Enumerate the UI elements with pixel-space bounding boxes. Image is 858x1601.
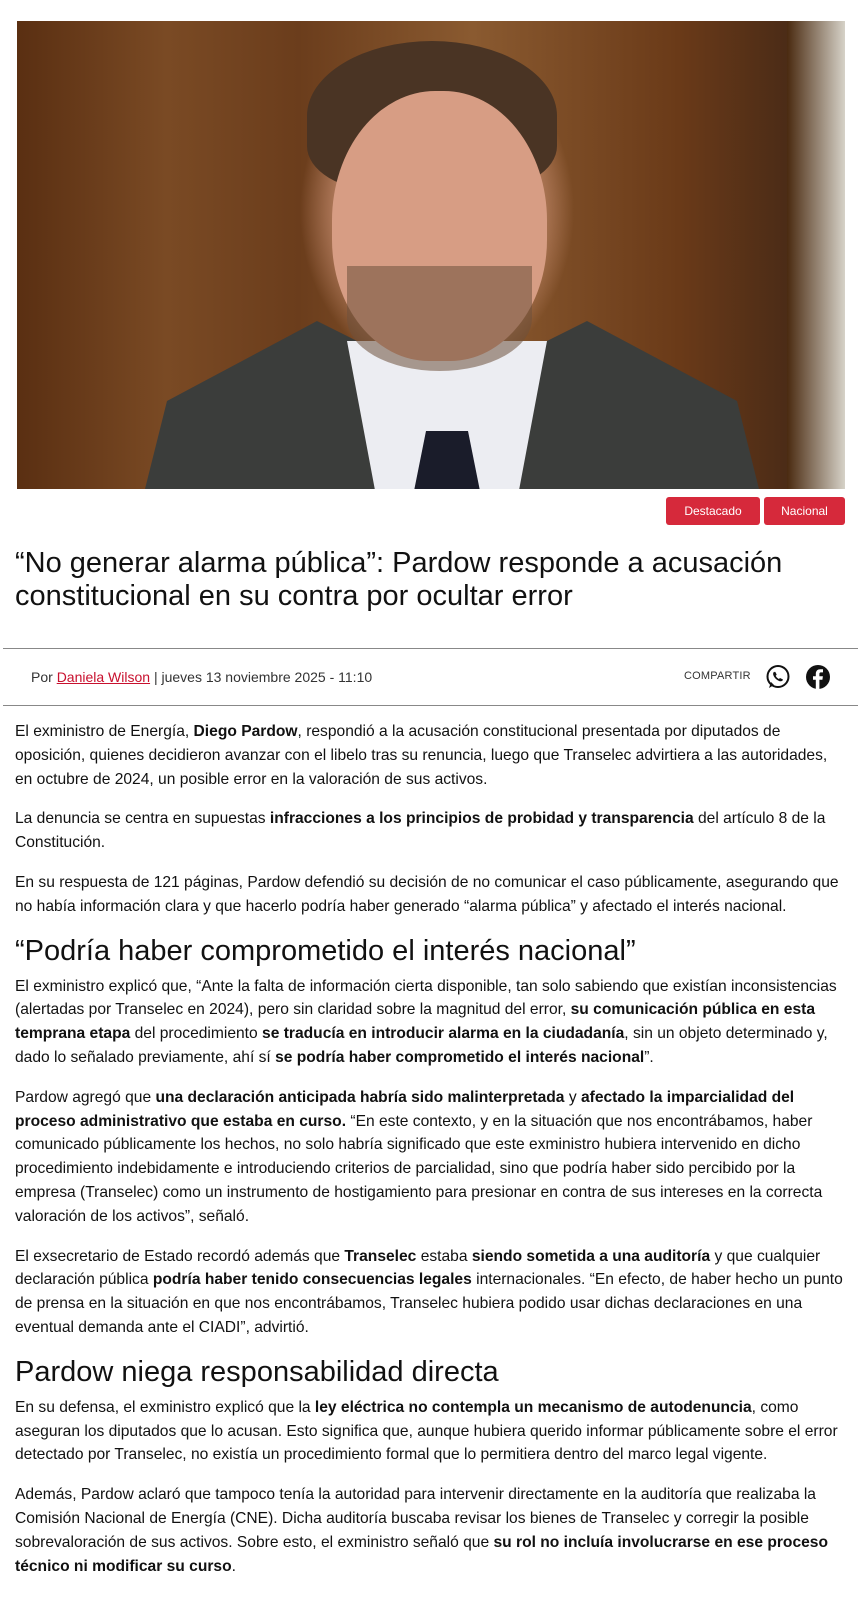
facebook-icon[interactable] (805, 664, 831, 690)
hero-photo (17, 21, 845, 489)
tag-destacado[interactable]: Destacado (666, 497, 760, 525)
paragraph-2: La denuncia se centra en supuestas infracciones a los principios de probidad y transparencia del artículo 8 de la Constitución. (15, 810, 826, 852)
subheading-responsabilidad: Pardow niega responsabilidad directa (15, 1355, 499, 1388)
tag-list (666, 497, 845, 525)
paragraph-4: El exministro explicó que, “Ante la falta de información cierta disponible, tan solo sabiendo que existían inconsistencias (alertadas por Transelec en 2024), pero sin claridad sobre la magnitud del error, su comunicación pública en esta temprana etapa del procedimiento se traducía en introducir alarma en la ciudadanía, sin un objeto determinado y, dado lo señalado previamente, ahí sí se podría haber comprometido el interés nacional”. (15, 977, 837, 1066)
photo-background-edge (787, 21, 845, 489)
paragraph-6: El exsecretario de Estado recordó además que Transelec estaba siendo sometida a una auditoría y que cualquier declaración pública podría haber tenido consecuencias legales internacionales. “En efecto, de haber hecho un punto de prensa en la situación en que nos encontrábamos, Transelec hubiera podido usar dichas declaraciones en una eventual demanda ante el CIADI”, advirtió. (15, 1247, 843, 1336)
article-body (15, 720, 845, 1594)
photo-beard (347, 266, 532, 371)
publish-date: | jueves 13 noviembre 2025 - 11:10 (150, 669, 373, 685)
byline-prefix: Por (31, 669, 57, 685)
article-headline: “No generar alarma pública”: Pardow responde a acusación constitucional en su contra por ocultar error (15, 547, 783, 612)
paragraph-8: Además, Pardow aclaró que tampoco tenía la autoridad para intervenir directamente en la auditoría que realizaba la Comisión Nacional de Energía (CNE). Dicha auditoría buscaba revisar los bienes de Transelec y corregir la posible sobrevaloración de sus activos. Sobre esto, el exministro señaló que su rol no incluía involucrarse en ese proceso técnico ni modificar su curso. (15, 1486, 828, 1575)
byline (31, 669, 372, 685)
subheading-interes-nacional: “Podría haber comprometido el interés nacional” (15, 934, 636, 967)
tag-nacional[interactable]: Nacional (764, 497, 845, 525)
author-link[interactable]: Daniela Wilson (56, 669, 151, 685)
paragraph-3: En su respuesta de 121 páginas, Pardow defendió su decisión de no comunicar el caso públicamente, asegurando que no había información clara y que hacerlo podría haber generado “alarma pública” y afectado el interés nacional. (15, 873, 839, 915)
paragraph-5: Pardow agregó que una declaración anticipada habría sido malinterpretada y afectado la imparcialidad del proceso administrativo que estaba en curso. “En este contexto, y en la situación que nos encontrábamos, haber comunicado públicamente los hechos, no solo habría significado que este exministro hubiera intervenido en dicho procedimiento indebidamente e introduciendo criterios de parcialidad, sino que podría haber sido percibido por la empresa (Transelec) como un instrumento de hostigamiento para presionar en contra de sus intereses en la correcta valoración de los activos”, señaló. (15, 1088, 823, 1225)
share-label: COMPARTIR (684, 670, 751, 682)
paragraph-1: El exministro de Energía, Diego Pardow, respondió a la acusación constitucional presentada por diputados de oposición, quienes decidieron avanzar con el libelo tras su renuncia, luego que Transelec advirtiera a las autoridades, en octubre de 2024, un posible error en la valoración de sus activos. (15, 723, 828, 788)
article-meta-bar (3, 648, 858, 706)
paragraph-7: En su defensa, el exministro explicó que la ley eléctrica no contempla un mecanismo de autodenuncia, como aseguran los diputados que lo acusan. Esto significa que, aunque hubiera querido informar públicamente sobre el error detectado por Transelec, no existía un procedimiento formal que lo permitiera dentro del marco legal vigente. (15, 1398, 838, 1464)
whatsapp-icon[interactable] (765, 664, 791, 690)
